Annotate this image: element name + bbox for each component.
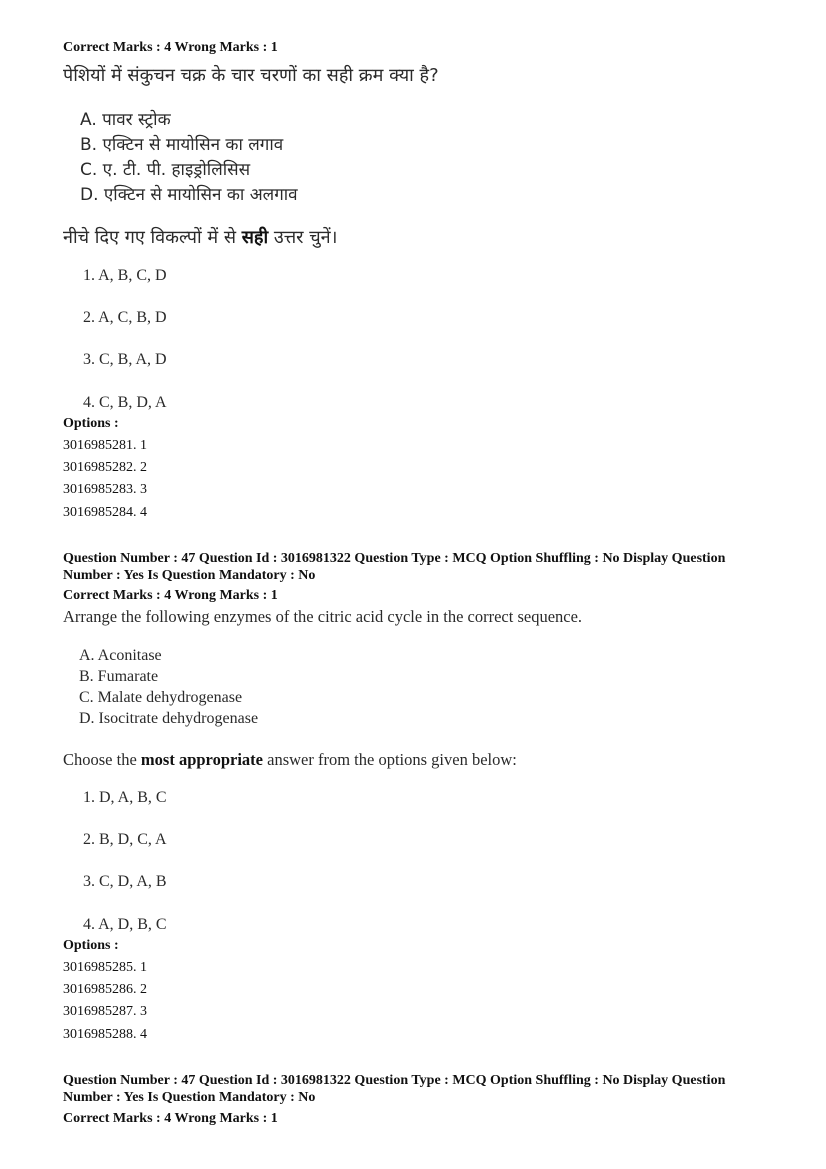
option-id: 3016985284. 4 <box>63 505 147 520</box>
question-text: पेशियों में संकुचन चक्र के चार चरणों का सही क्रम क्या है? <box>63 65 439 86</box>
answer-choice-4: 4. A, D, B, C <box>83 916 167 933</box>
question-text: Arrange the following enzymes of the citric acid cycle in the correct sequence. <box>63 607 583 626</box>
options-label: Options : <box>63 938 119 953</box>
statement-b: B. एक्टिन से मायोसिन का लगाव <box>80 135 284 155</box>
option-id: 3016985283. 3 <box>63 482 147 497</box>
statement-a: A. पावर स्ट्रोक <box>80 110 171 130</box>
statement-c: C. Malate dehydrogenase <box>79 689 243 706</box>
option-id: 3016985285. 1 <box>63 960 147 975</box>
answer-choice-4: 4. C, B, D, A <box>83 394 167 411</box>
marks-line: Correct Marks : 4 Wrong Marks : 1 <box>63 40 278 55</box>
option-id: 3016985288. 4 <box>63 1027 147 1042</box>
instruction-post: answer from the options given below: <box>263 750 517 769</box>
question-header-cont: Number : Yes Is Question Mandatory : No <box>63 1090 316 1105</box>
instruction-bold: most appropriate <box>140 750 263 769</box>
instruction-text <box>63 750 517 770</box>
question-header: Question Number : 47 Question Id : 3016981322 Question Type : MCQ Option Shuffling : No Display Question <box>63 551 726 566</box>
option-id: 3016985282. 2 <box>63 460 147 475</box>
answer-choice-2: 2. A, C, B, D <box>83 309 167 326</box>
instruction-post: उत्तर चुनें। <box>268 227 338 248</box>
instruction-text <box>63 225 337 249</box>
option-id: 3016985286. 2 <box>63 982 147 997</box>
answer-choice-3: 3. C, D, A, B <box>83 873 167 890</box>
statement-b: B. Fumarate <box>79 668 159 685</box>
instruction-pre: Choose the <box>63 750 141 769</box>
instruction-pre: नीचे दिए गए विकल्पों में से <box>63 227 242 248</box>
statement-d: D. एक्टिन से मायोसिन का अलगाव <box>80 185 298 205</box>
option-id: 3016985287. 3 <box>63 1004 147 1019</box>
question-header: Question Number : 47 Question Id : 3016981322 Question Type : MCQ Option Shuffling : No Display Question <box>63 1073 726 1088</box>
statement-a: A. Aconitase <box>79 647 162 664</box>
answer-choice-2: 2. B, D, C, A <box>83 831 167 848</box>
answer-choice-1: 1. A, B, C, D <box>83 267 167 284</box>
options-label: Options : <box>63 416 119 431</box>
answer-choice-1: 1. D, A, B, C <box>83 789 167 806</box>
marks-line: Correct Marks : 4 Wrong Marks : 1 <box>63 1111 278 1126</box>
answer-choice-3: 3. C, B, A, D <box>83 351 167 368</box>
marks-line: Correct Marks : 4 Wrong Marks : 1 <box>63 588 278 603</box>
statement-d: D. Isocitrate dehydrogenase <box>79 710 259 727</box>
instruction-bold: सही <box>241 227 269 248</box>
option-id: 3016985281. 1 <box>63 438 147 453</box>
statement-c: C. ए. टी. पी. हाइड्रोलिसिस <box>80 160 251 180</box>
question-header-cont: Number : Yes Is Question Mandatory : No <box>63 568 316 583</box>
